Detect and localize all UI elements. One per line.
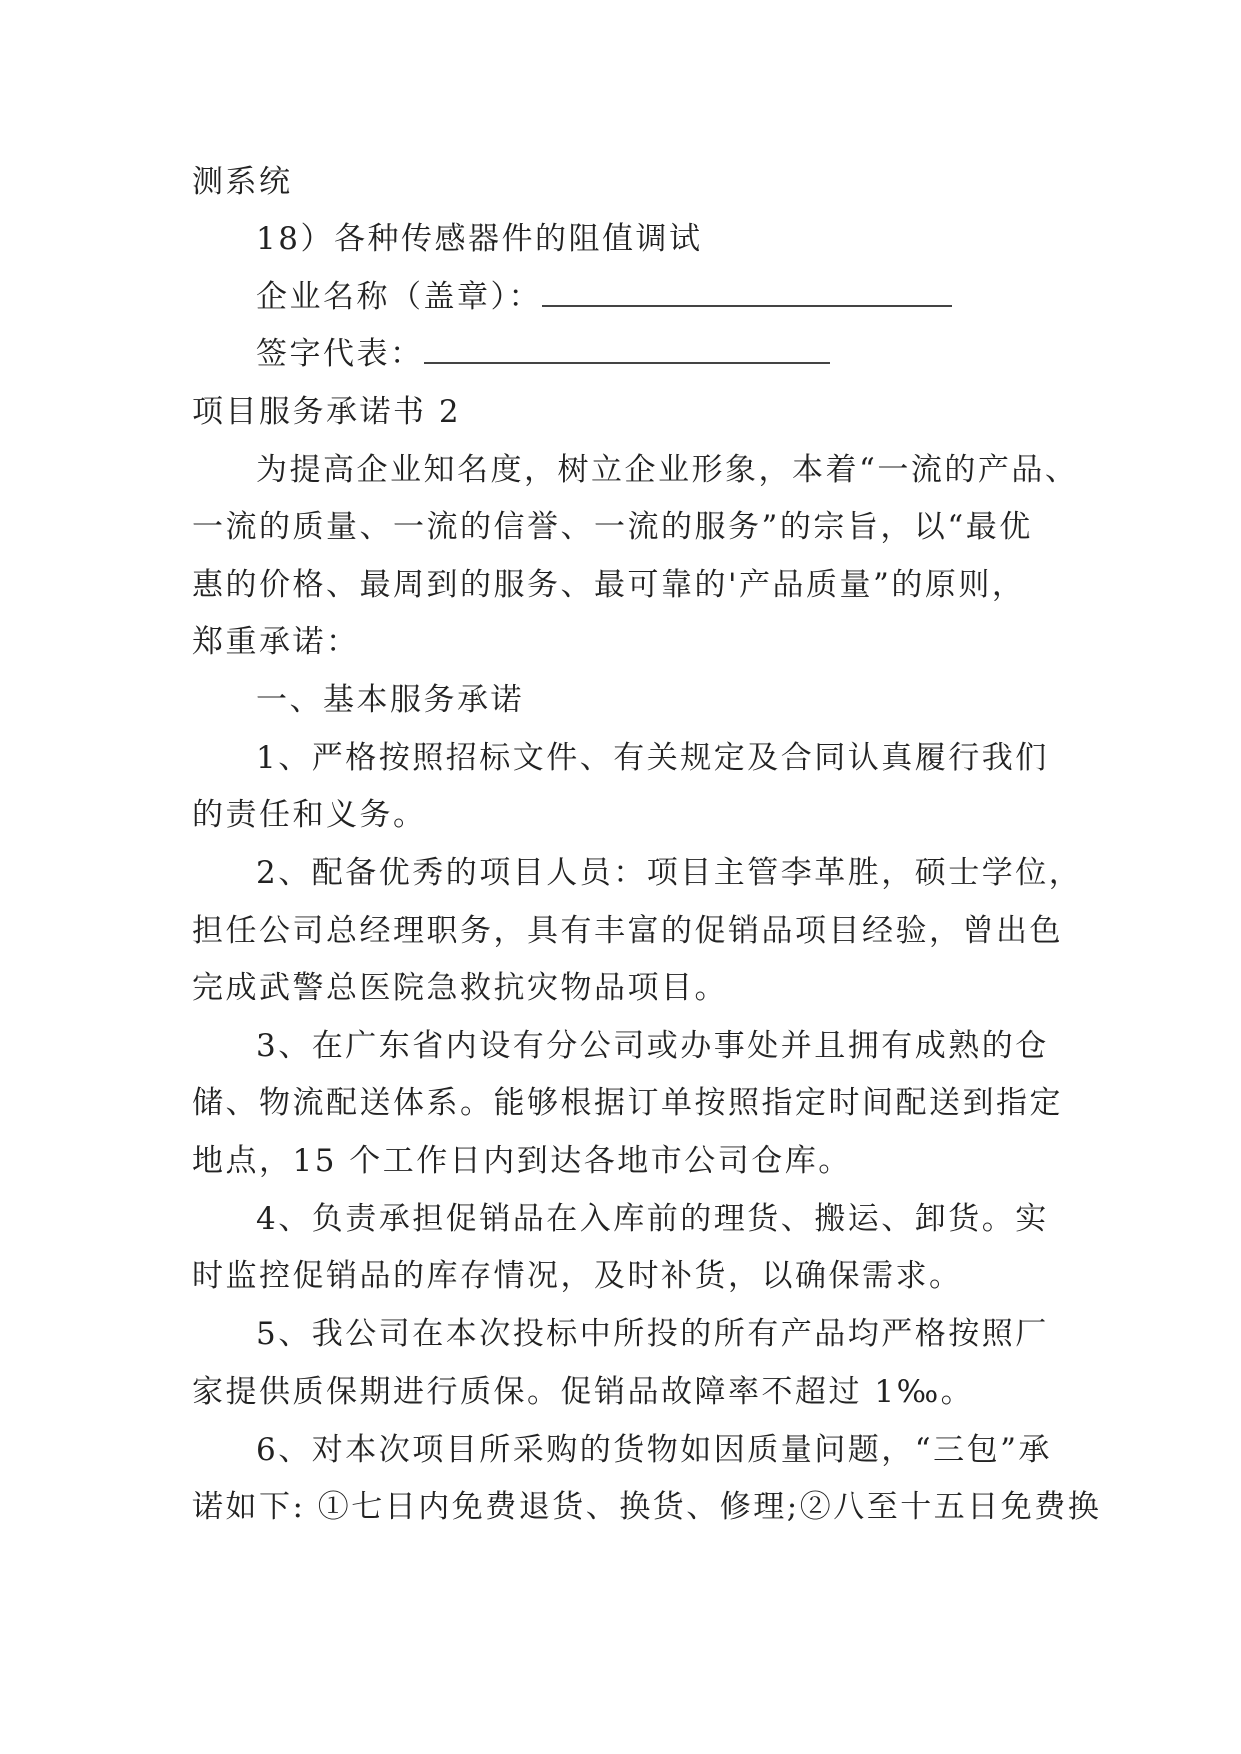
- subsection-heading: 一、基本服务承诺: [256, 682, 524, 718]
- paragraph-line: 郑重承诺：: [192, 624, 360, 660]
- list-item-continuation: 储、物流配送体系。能够根据订单按照指定时间配送到指定: [192, 1085, 1063, 1121]
- list-item: 3、在广东省内设有分公司或办事处并且拥有成熟的仓: [256, 1028, 1049, 1064]
- signature-field: [256, 334, 830, 374]
- list-item: 18）各种传感器件的阻值调试: [256, 221, 703, 257]
- company-name-field: [256, 277, 952, 317]
- list-item-continuation: 家提供质保期进行质保。促销品故障率不超过 1‰。: [192, 1374, 975, 1410]
- list-item-continuation: 的责任和义务。: [192, 797, 427, 833]
- list-item-continuation: 地点，15 个工作日内到达各地市公司仓库。: [192, 1143, 852, 1179]
- paragraph-line: 为提高企业知名度，树立企业形象，本着“一流的产品、: [256, 452, 1079, 488]
- list-item-continuation: 时监控促销品的库存情况，及时补货，以确保需求。: [192, 1258, 963, 1294]
- list-item: 1、严格按照招标文件、有关规定及合同认真履行我们: [256, 740, 1049, 776]
- list-item: 5、我公司在本次投标中所投的所有产品均严格按照厂: [256, 1316, 1049, 1352]
- signature-label: 签字代表：: [256, 336, 424, 372]
- company-name-blank: [542, 279, 952, 307]
- section-heading: 项目服务承诺书 2: [192, 394, 462, 430]
- list-item: 6、对本次项目所采购的货物如因质量问题，“三包”承: [256, 1432, 1052, 1468]
- text-line: 测系统: [192, 164, 293, 200]
- list-item: 4、负责承担促销品在入库前的理货、搬运、卸货。实: [256, 1201, 1049, 1237]
- paragraph-line: 一流的质量、一流的信誉、一流的服务”的宗旨，以“最优: [192, 509, 1033, 545]
- list-item-continuation: 担任公司总经理职务，具有丰富的促销品项目经验，曾出色: [192, 913, 1063, 949]
- signature-blank: [424, 336, 830, 364]
- company-name-label: 企业名称（盖章）：: [256, 279, 542, 315]
- paragraph-line: 惠的价格、最周到的服务、最可靠的'产品质量”的原则，: [192, 567, 1026, 603]
- list-item: 2、配备优秀的项目人员：项目主管李革胜，硕士学位，: [256, 855, 1083, 891]
- list-item-continuation: 诺如下: ①七日内免费退货、换货、修理;②八至十五日免费换: [192, 1489, 1102, 1525]
- list-item-continuation: 完成武警总医院急救抗灾物品项目。: [192, 970, 728, 1006]
